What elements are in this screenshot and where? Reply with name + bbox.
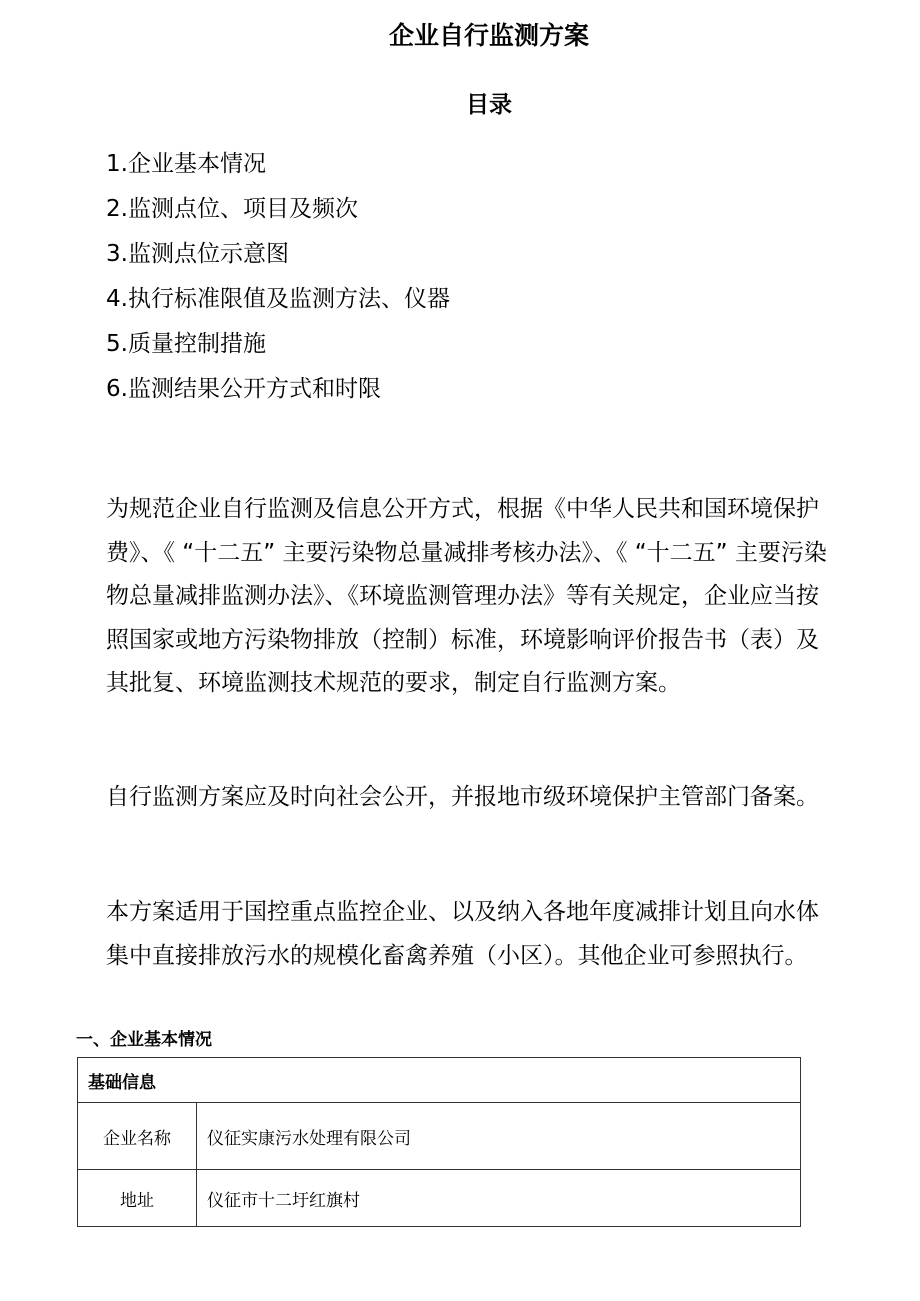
company-name-value: 仪征实康污水处理有限公司 bbox=[197, 1103, 801, 1170]
address-label: 地址 bbox=[78, 1170, 197, 1227]
toc-item: 5.质量控制措施 bbox=[106, 331, 266, 357]
toc-item: 3.监测点位示意图 bbox=[106, 241, 289, 267]
scope-paragraph: 本方案适用于国控重点监控企业、以及纳入各地年度减排计划且向水体集中直接排放污水的规模化畜禽养殖（小区）。其他企业可参照执行。 bbox=[106, 899, 819, 969]
toc-item: 4.执行标准限值及监测方法、仪器 bbox=[106, 286, 450, 312]
table-of-contents bbox=[106, 146, 450, 416]
document-title: 企业自行监测方案 bbox=[388, 21, 589, 50]
address-value: 仪征市十二圩红旗村 bbox=[197, 1170, 801, 1227]
toc-item: 2.监测点位、项目及频次 bbox=[106, 196, 358, 222]
basic-info-table bbox=[77, 1057, 801, 1227]
toc-heading: 目录 bbox=[466, 92, 512, 118]
toc-item: 6.监测结果公开方式和时限 bbox=[106, 376, 381, 402]
table-header-row bbox=[78, 1058, 801, 1103]
table-row bbox=[78, 1103, 801, 1170]
disclosure-paragraph: 自行监测方案应及时向社会公开，并报地市级环境保护主管部门备案。 bbox=[106, 784, 819, 810]
intro-paragraph: 为规范企业自行监测及信息公开方式，根据《中华人民共和国环境保护费》、《 “十二五” 主要污染物总量减排考核办法》、《 “十二五” 主要污染物总量减排监测办法》、《环境监测管理办法》等有关规定，企业应当按照国家或地方污染物排放（控制）标准，环境影响评价报告书（表）及其批复、环境监测技术规范的要求，制定自行监测方案。 bbox=[106, 496, 827, 696]
table-header-cell: 基础信息 bbox=[78, 1058, 801, 1103]
section-heading-basic-info: 一、企业基本情况 bbox=[76, 1030, 212, 1050]
toc-item: 1.企业基本情况 bbox=[106, 151, 266, 177]
table-row bbox=[78, 1170, 801, 1227]
company-name-label: 企业名称 bbox=[78, 1103, 197, 1170]
